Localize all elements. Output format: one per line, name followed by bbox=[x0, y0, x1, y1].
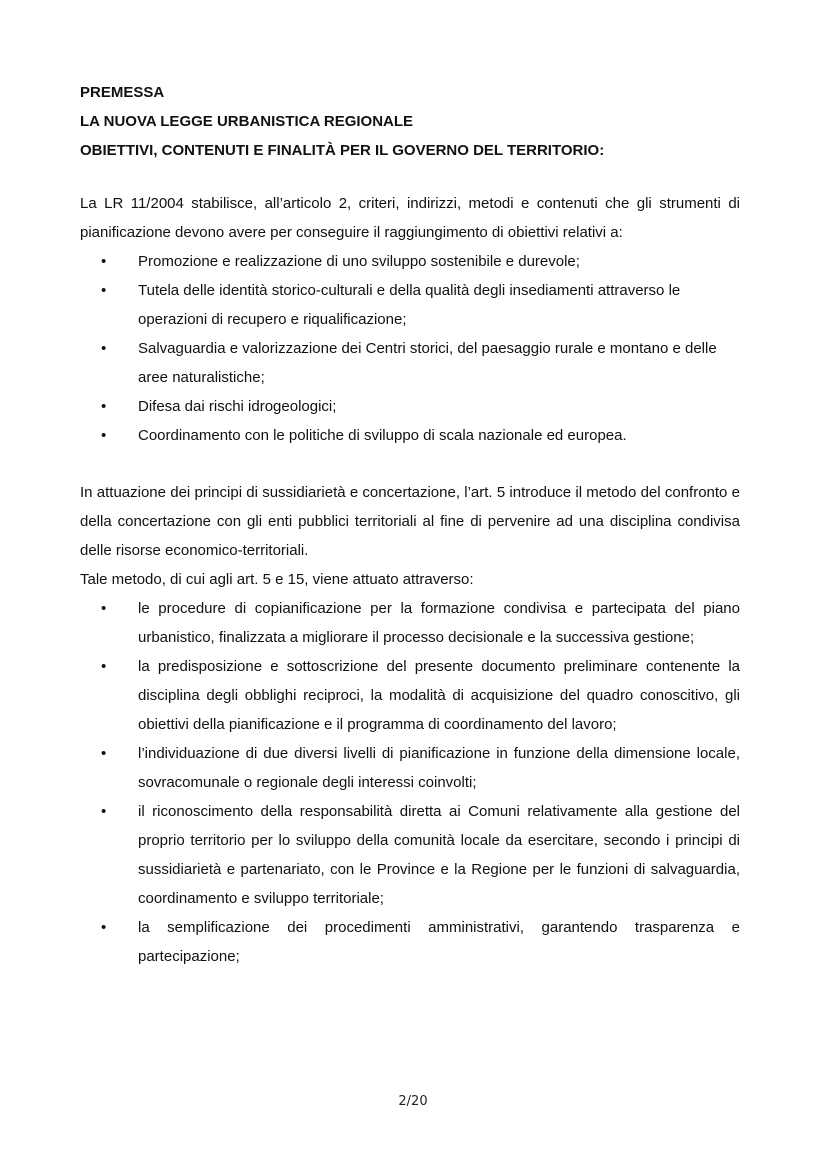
method-intro: Tale metodo, di cui agli art. 5 e 15, viene attuato attraverso: bbox=[80, 571, 474, 588]
bullet-icon: • bbox=[101, 919, 107, 936]
bullet-icon: • bbox=[101, 427, 107, 444]
bullet-icon: • bbox=[101, 282, 107, 299]
list-item: • Salvaguardia e valorizzazione dei Centri storici, del paesaggio rurale e montano e delle aree naturalistiche; bbox=[80, 334, 740, 392]
bullet-icon: • bbox=[101, 658, 107, 675]
document-page bbox=[80, 78, 740, 971]
bullet-icon: • bbox=[101, 253, 107, 270]
list-item: • il riconoscimento della responsabilità diretta ai Comuni relativamente alla gestione del proprio territorio per lo sviluppo della comunità locale da esercitare, secondo i principi di sussidiarietà e partenariato, con le Province e la Regione per le funzioni di salvaguardia, coordinamento e sviluppo territoriale; bbox=[80, 797, 740, 913]
bullet-icon: • bbox=[101, 803, 107, 820]
bullet-icon: • bbox=[101, 398, 107, 415]
list-item: • l’individuazione di due diversi livelli di pianificazione in funzione della dimensione locale, sovracomunale o regionale degli interessi coinvolti; bbox=[80, 739, 740, 797]
heading-legge: LA NUOVA LEGGE URBANISTICA REGIONALE bbox=[80, 113, 414, 130]
objectives-list bbox=[80, 247, 740, 450]
intro-paragraph: La LR 11/2004 stabilisce, all’articolo 2, criteri, indirizzi, metodi e contenuti che gli strumenti di pianificazione devono avere per conseguire il raggiungimento di obiettivi relativi a: bbox=[80, 195, 740, 241]
list-item: • la semplificazione dei procedimenti amministrativi, garantendo trasparenza e partecipazione; bbox=[80, 913, 740, 971]
list-item: • la predisposizione e sottoscrizione del presente documento preliminare contenente la disciplina degli obblighi reciproci, la modalità di acquisizione del quadro conoscitivo, gli obiettivi della pianificazione e il programma di coordinamento del lavoro; bbox=[80, 652, 740, 739]
heading-obiettivi: OBIETTIVI, CONTENUTI E FINALITÀ PER IL GOVERNO DEL TERRITORIO: bbox=[80, 142, 605, 159]
bullet-icon: • bbox=[101, 600, 107, 617]
bullet-icon: • bbox=[101, 745, 107, 762]
heading-premessa: PREMESSA bbox=[80, 84, 165, 101]
page-number: 2/20 bbox=[398, 1094, 428, 1109]
second-paragraph: In attuazione dei principi di sussidiarietà e concertazione, l’art. 5 introduce il metodo del confronto e della concertazione con gli enti pubblici territoriali al fine di pervenire ad una disciplina condivisa delle risorse economico-territoriali. bbox=[80, 484, 740, 559]
list-item: • Difesa dai rischi idrogeologici; bbox=[80, 392, 740, 421]
list-item: • Promozione e realizzazione di uno sviluppo sostenibile e durevole; bbox=[80, 247, 740, 276]
list-item: • Coordinamento con le politiche di sviluppo di scala nazionale ed europea. bbox=[80, 421, 740, 450]
bullet-icon: • bbox=[101, 340, 107, 357]
list-item: • Tutela delle identità storico-culturali e della qualità degli insediamenti attraverso le operazioni di recupero e riqualificazione; bbox=[80, 276, 740, 334]
methods-list bbox=[80, 594, 740, 971]
list-item: • le procedure di copianificazione per la formazione condivisa e partecipata del piano urbanistico, finalizzata a migliorare il processo decisionale e la successiva gestione; bbox=[80, 594, 740, 652]
